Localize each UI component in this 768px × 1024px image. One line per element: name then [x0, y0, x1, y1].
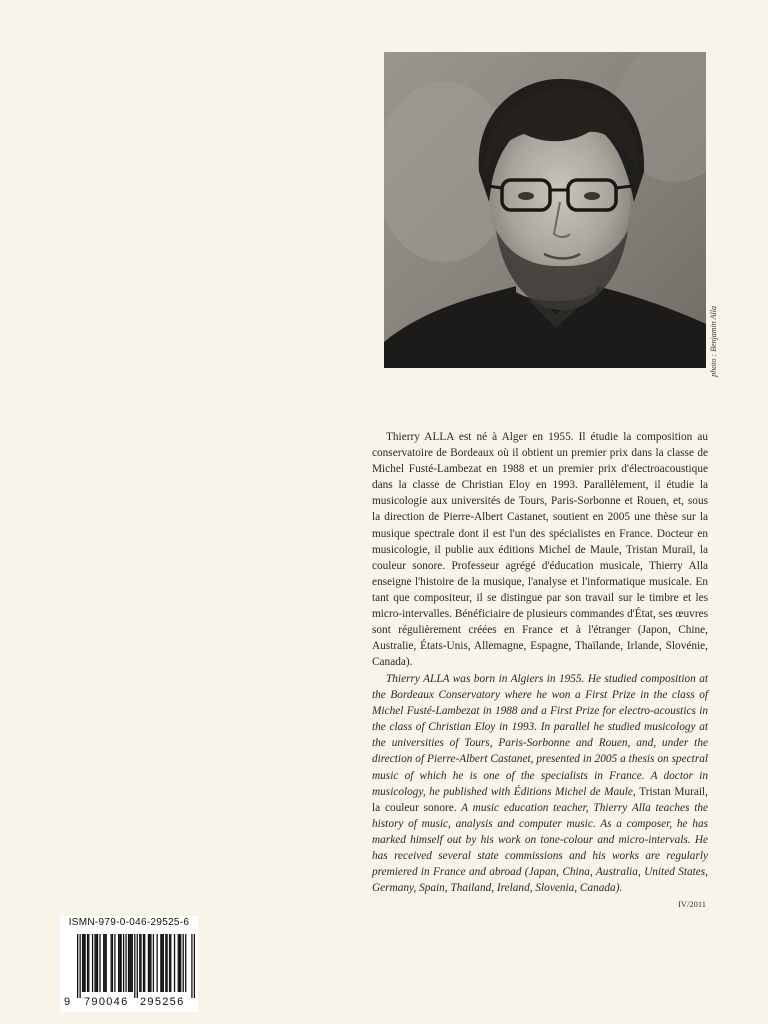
- barcode-bar: [114, 934, 115, 992]
- barcode-bar: [83, 934, 84, 992]
- barcode-digits-right: 295256: [140, 996, 185, 1008]
- barcode-bar: [194, 934, 195, 998]
- barcode-bar: [106, 934, 107, 992]
- barcode-bar: [191, 934, 192, 998]
- barcode-bar: [185, 934, 186, 992]
- barcode-bar: [120, 934, 121, 992]
- biography-english-part2: A music education teacher, Thierry Alla teaches the history of music, analysis and computer music. As a composer, he has marked himself out by his work on tone-colour and micro-intervals. He has received several state commissions and his works are regularly premiered in France and abroad (Japan, China, Australia, United States, Germany, Spain, Thailand, Ireland, Slovenia, Canada).: [372, 801, 708, 895]
- barcode-bar: [99, 934, 100, 992]
- barcode-bar: [92, 934, 93, 992]
- barcode-bar: [179, 934, 180, 992]
- barcode-bar: [148, 934, 149, 992]
- barcode-bar: [165, 934, 166, 992]
- barcode-bar: [183, 934, 184, 992]
- barcode-bar: [153, 934, 154, 992]
- barcode-bar: [163, 934, 164, 992]
- barcode-bar: [134, 934, 135, 998]
- barcode-bar: [112, 934, 113, 992]
- barcode-bar: [144, 934, 145, 992]
- barcode-bar: [119, 934, 120, 992]
- barcode-bar: [96, 934, 97, 992]
- barcode-bar: [128, 934, 129, 992]
- barcode-bar: [88, 934, 89, 992]
- barcode-bar: [94, 934, 95, 992]
- barcode-bar: [84, 934, 85, 992]
- portrait-image: [384, 52, 706, 368]
- barcode-block: [60, 916, 198, 1012]
- barcode-bar: [140, 934, 141, 992]
- barcode-bar: [79, 934, 80, 998]
- barcode-bar: [77, 934, 78, 998]
- photo-credit: photo : Benjamin Alla: [709, 306, 718, 377]
- barcode-bar: [156, 934, 157, 992]
- barcode-digits-left: 790046: [84, 996, 129, 1008]
- barcode-digits: [60, 996, 198, 1010]
- barcode-bar: [150, 934, 151, 992]
- barcode-digit-first: 9: [64, 996, 71, 1008]
- barcode-bar: [123, 934, 124, 992]
- barcode-bars: [77, 934, 195, 998]
- barcode-bar: [149, 934, 150, 992]
- barcode-bar: [118, 934, 119, 992]
- barcode-bar: [161, 934, 162, 992]
- barcode-bar: [139, 934, 140, 992]
- biography-english-part1: Thierry ALLA was born in Algiers in 1955. He studied composition at the Bordeaux Conservatory where he won a First Prize in the class of Michel Fusté-Lambezat in 1988 and a First Prize for electro-acoustics in the class of Christian Eloy in 1993. In parallel he studied musicology at the universities of Tours, Paris-Sorbonne and Rouen, and, under the direction of Pierre-Albert Castanet, presented in 2005 a thesis on spectral music of which he is one of the specialists in France. A doctor in musicology, he published with Éditions Michel de Maule,: [372, 673, 708, 798]
- barcode-bar: [169, 934, 170, 992]
- book-title: Tristan Murail, la couleur sonore.: [372, 785, 708, 814]
- barcode-bar: [129, 934, 130, 992]
- ismn-number: ISMN-979-0-046-29525-6: [68, 917, 190, 928]
- edition-code: IV/2011: [677, 899, 706, 909]
- barcode-bar: [125, 934, 126, 992]
- barcode-bar: [160, 934, 161, 992]
- barcode-bar: [130, 934, 131, 992]
- barcode-bar: [97, 934, 98, 992]
- barcode-bar: [111, 934, 112, 992]
- barcode-bar: [166, 934, 167, 992]
- barcode-bar: [132, 934, 133, 992]
- barcode-bar: [143, 934, 144, 992]
- barcode-bar: [178, 934, 179, 992]
- barcode-bar: [87, 934, 88, 992]
- author-photo: [384, 52, 706, 368]
- barcode-bar: [174, 934, 175, 992]
- barcode-bar: [104, 934, 105, 992]
- barcode-bar: [180, 934, 181, 992]
- biography-french: Thierry ALLA est né à Alger en 1955. Il étudie la composition au conservatoire de Bordeaux où il obtient un premier prix dans la classe de Michel Fusté-Lambezat en 1988 et un premier prix d'électroacoustique dans la classe de Christian Eloy en 1993. Parallèlement, il étudie la musicologie aux universités de Tours, Paris-Sorbonne et Rouen, et, sous la direction de Pierre-Albert Castanet, soutient en 2005 une thèse sur la musique spectrale dont il est l'un des spécialistes en France. Docteur en musicologie, il publie aux éditions Michel de Maule, Tristan Murail, la couleur sonore. Professeur agrégé d'éducation musicale, Thierry Alla enseigne l'histoire de la musique, l'analyse et l'informatique musicale. En tant que compositeur, il se distingue par son travail sur le timbre et les micro-intervalles. Bénéficiaire de plusieurs commandes d'État, ses œuvres sont régulièrement créées en France et à l'étranger (Japon, Chine, Australie, États-Unis, Allemagne, Espagne, Thaïlande, Irlande, Slovénie, Canada).: [372, 431, 708, 669]
- barcode-bar: [82, 934, 83, 992]
- barcode-bar: [137, 934, 138, 998]
- barcode-bar: [103, 934, 104, 992]
- biography-english: [372, 671, 708, 896]
- barcode-bar: [170, 934, 171, 992]
